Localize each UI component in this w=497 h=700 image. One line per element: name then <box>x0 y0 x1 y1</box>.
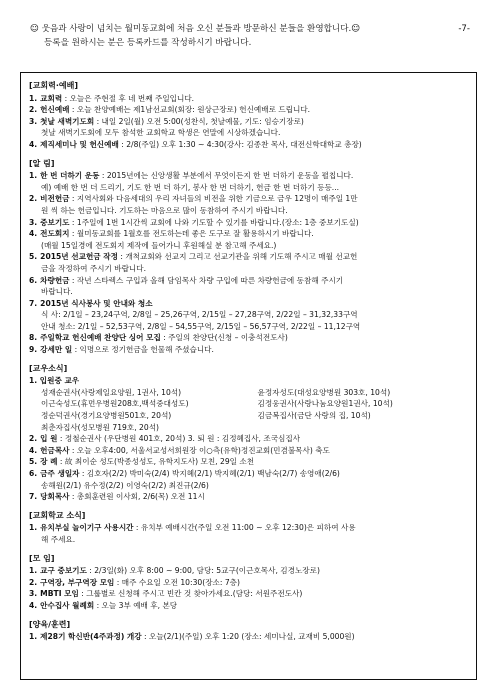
item-continuation: 예) 예배 한 번 더 드리기, 기도 한 번 더 하기, 봉사 한 번 더하기, 헌금 한 번 더하기 등등... <box>41 182 340 192</box>
item-continuation: 안내 청소: 2/1일 – 52,53구역, 2/8일 – 54,55구역, 2/15일 – 56,57구역, 2/22일 – 11,12구역 <box>41 321 361 331</box>
item-text: : 오늘(2/1)(주일) 오후 1:20 (장소: 세미나실, 교재비 5,000원) <box>141 632 355 642</box>
list-item <box>29 445 468 457</box>
item-continuation: 송해원(2/1) 유수정(2/2) 이영숙(2/2) 최진규(2/6) <box>41 480 209 490</box>
list-item <box>29 275 468 287</box>
list-item <box>29 588 468 600</box>
item-number: 6. <box>29 469 38 478</box>
hospitalized-entry: 김정웅권사(사랑나눔요양원1권사, 10석) <box>257 399 393 409</box>
list-item <box>29 565 468 577</box>
list-item <box>29 491 468 503</box>
item-label: 주일학교 헌신예배 찬양단 싱어 모집 <box>40 333 161 343</box>
item-text: : 총회훈련원 이사회, 2/6(목) 오전 11시 <box>69 492 205 502</box>
section-title: [모 임] <box>29 553 55 563</box>
item-text: : 故 최이순 성도(박종성성도, 유학지도사) 모친, 29일 소천 <box>57 457 255 467</box>
section-title: [교회학교 소식] <box>29 510 86 520</box>
item-text: : 2015년에는 신앙생활 부분에서 무엇이든지 한 번 더하기 운동을 펼칩니다. <box>99 171 354 181</box>
item-continuation: 금을 작정하여 주시기 바랍니다. <box>41 263 147 273</box>
list-item <box>29 344 468 356</box>
list-item <box>29 332 468 344</box>
list-item <box>29 468 468 480</box>
item-number: 2. <box>29 105 38 115</box>
item-number: 2. <box>29 577 38 587</box>
item-text: : 지역사회와 다음세대의 우리 자녀들의 비전을 위한 기금으로 금우 12명이 매주일 1만 <box>69 194 358 204</box>
list-item <box>29 522 468 534</box>
list-item <box>29 217 468 229</box>
item-text: : 2/3일(화) 오후 8:00 ~ 9:00, 담당: 5교구(이근호목사, 김경노장로) <box>86 566 320 576</box>
section-title: [교우소식] <box>29 363 68 373</box>
item-text: : 그룹별로 신청해 주시고 빈칸 것 찾아가세요.(담당: 서원주전도사) <box>78 589 303 599</box>
list-item <box>29 93 468 105</box>
item-number: 6. <box>29 275 38 285</box>
item-label: 1. 입원중 교우 <box>29 376 80 386</box>
item-text: : 오늘 찬양예배는 제1남선교회(회장: 원상근장로) 헌신예배로 드립니다. <box>69 105 311 115</box>
list-item <box>29 251 468 263</box>
list-item <box>29 228 468 240</box>
item-text: : 2/8(주일) 오후 1:30 ~ 4:30(강사: 김종찬 목사, 대전신학대학교 총장) <box>118 139 362 149</box>
hospitalized-entry: 정순덕권사(경기요양병원501호, 20석) <box>41 411 172 421</box>
list-item <box>29 600 468 612</box>
item-continuation: 해 주세요. <box>41 534 76 544</box>
item-label: 2015년 선교헌금 작정 <box>40 252 118 262</box>
item-label: 강세만 일 <box>40 345 73 355</box>
welcome-line: ☺ 웃음과 사랑이 넘치는 월미동교회에 처음 오신 분들과 방문하신 분들을 환영합니다.☺ <box>30 24 361 34</box>
item-text: : 김호자(2/2) 박미숙(2/4) 박지혜(2/1) 박지혜(2/1) 백남숙(2/7) 송영애(2/6) <box>79 469 340 478</box>
list-item <box>29 116 468 128</box>
hospitalized-entry: 이근숙성도(휴먼우병원208호,백석중대성도) <box>41 399 189 409</box>
list-item <box>29 170 468 182</box>
list-item <box>29 631 468 643</box>
item-number: 4. <box>29 445 38 455</box>
item-number: 9. <box>29 345 38 355</box>
item-text: : 매주 수요일 오전 10:30(장소: 7층) <box>114 577 240 587</box>
list-item <box>29 139 468 151</box>
item-label: 2015년 식사봉사 및 안내와 청소 <box>40 298 153 308</box>
item-label: MBTI 모임 <box>40 589 79 599</box>
section-title: [양육/훈련] <box>29 619 71 629</box>
section-church <box>29 80 468 151</box>
list-item <box>29 456 468 468</box>
item-text: : 월미동교회를 1월호를 전도하는데 좋은 도구로 잘 활용하시기 바랍니다. <box>69 229 314 239</box>
item-text: : 익명으로 정기헌금을 헌물해 주셨습니다. <box>72 345 214 355</box>
list-item <box>29 298 468 310</box>
item-text: : 주일의 찬양단(신청 – 이충석전도사) <box>160 333 288 343</box>
item-number: 4. <box>29 139 38 149</box>
item-text: : 오늘은 주현절 후 네 번째 주일입니다. <box>62 93 195 103</box>
item-number: 1. <box>29 566 38 576</box>
item-number: 4. <box>29 229 38 239</box>
item-text: : 내일 2일(월) 오전 5:00(성찬식, 첫날예물, 기도: 임승기장로) <box>94 116 304 126</box>
hospitalized-entry: 성재순권사(사랑제일요양원, 1권사, 10석) <box>41 387 182 397</box>
hospitalized-entry: 김금복집사(금단 사랑의 집, 10석) <box>257 411 371 421</box>
item-label: 교회력 <box>40 93 63 103</box>
item-number: 8. <box>29 333 38 343</box>
item-text: : 오늘 3부 예배 후, 본당 <box>94 600 178 610</box>
item-label: 안수집사 월례회 <box>40 600 95 610</box>
section-title: [알 림] <box>29 158 55 168</box>
item-number: 7. <box>29 492 38 502</box>
item-continuation: 바랍니다. <box>41 287 73 297</box>
section-notice <box>29 158 468 356</box>
item-number: 2. <box>29 194 38 204</box>
item-label: 첫날 새벽기도회 <box>40 116 95 126</box>
item-number: 3. <box>29 217 38 227</box>
section-training <box>29 619 468 643</box>
item-continuation: (매월 15일경에 전도회지 제작에 들어가니 후원해실 분 참고해 주세요.) <box>41 240 277 250</box>
item-number: 7. <box>29 298 38 308</box>
item-label: 유치부실 놀이기구 사용시간 <box>40 523 134 533</box>
item-label: 중보기도 <box>40 217 70 227</box>
list-item <box>29 104 468 116</box>
item-number: 5. <box>29 252 38 262</box>
item-continuation: 첫날 새벽기도회에 모두 참석한 교회학교 학생은 연말에 시상하겠습니다. <box>41 128 281 138</box>
item-number: 1. <box>29 171 38 181</box>
item-label: 제직세미나 및 헌신예배 <box>40 139 119 149</box>
welcome-header <box>30 22 470 50</box>
registration-note: 등록을 원하시는 분은 등록카드를 작성하시기 바랍니다. <box>44 38 252 48</box>
item-label: 비전헌금 <box>40 194 70 204</box>
item-continuation: 원 씩 하는 헌금입니다. 기도하는 마음으로 많이 동참하여 주시기 바랍니다. <box>41 205 288 215</box>
section-members <box>29 363 468 503</box>
page-number: -7- <box>458 24 470 34</box>
item-number: 1. <box>29 93 38 103</box>
section-school <box>29 510 468 546</box>
item-label: 구역장, 부구역장 모임 <box>40 577 115 587</box>
item-label: 금주 생일자 <box>40 469 80 478</box>
item-label: 전도회지 <box>40 229 70 239</box>
hospitalized-entry: 윤정자성도(대성요양병원 303호, 10석) <box>257 387 391 397</box>
item-text: : 작년 스타렉스 구입과 올해 담임목사 차량 구입에 따른 차량헌금에 동참해 주시기 <box>69 275 344 285</box>
hospitalized-entry <box>258 422 469 434</box>
item-label: 헌신예배 <box>40 105 70 115</box>
item-number: 1. <box>29 632 38 642</box>
item-text: : 유치부 예배시간(주일 오전 11:00 ~ 오후 12:30)은 피하여 사용 <box>133 523 356 533</box>
item-text: : 개척교회와 선교지 그리고 선교기관을 위해 기도해 주시고 매월 선교헌 <box>117 252 358 262</box>
list-item <box>29 433 468 445</box>
list-item <box>29 193 468 205</box>
item-label: 장 례 <box>40 457 58 467</box>
hospitalized-entry: 최춘자집사(성모병원 719호, 20석) <box>41 422 160 432</box>
list-item <box>29 577 468 589</box>
list-item <box>29 375 468 387</box>
item-number: 1. <box>29 523 38 533</box>
announcement-box <box>20 72 477 680</box>
item-label: 제28기 학신반(4주과정) 개강 <box>40 632 142 642</box>
section-meetings <box>29 553 468 612</box>
item-label: 한 번 더하기 운동 <box>40 171 100 181</box>
item-continuation: 식 사: 2/1일 – 23,24구역, 2/8일 – 25,26구역, 2/15일 – 27,28구역, 2/22일 – 31,32,33구역 <box>41 310 358 320</box>
item-number: 4. <box>29 600 38 610</box>
item-label: 당회목사 <box>40 492 70 502</box>
item-label: 차량헌금 <box>40 275 70 285</box>
item-text: : 1주일에 1번 1시간씩 교회에 나와 기도할 수 있기를 바랍니다.(장소: 1층 중보기도실) <box>69 217 359 227</box>
item-number: 3. <box>29 589 38 599</box>
section-title: [교회력·예배] <box>29 81 78 90</box>
item-label: 입 원 <box>40 434 58 444</box>
item-text: : 오늘 오후4:00, 서울서교성서희원장 이○측(유학)정진교회(민겸불목사) 축도 <box>69 445 330 455</box>
item-number: 2. <box>29 434 38 444</box>
item-number: 5. <box>29 457 38 467</box>
item-label: 교구 중보기도 <box>40 566 87 576</box>
hospitalized-list <box>29 387 468 433</box>
item-text: : 정철순권사 (우단병원 401호, 20석) 3. 퇴 원 : 김정혜집사, 조국심집사 <box>57 434 301 444</box>
item-number: 3. <box>29 116 38 126</box>
item-label: 헌금목사 <box>40 445 70 455</box>
